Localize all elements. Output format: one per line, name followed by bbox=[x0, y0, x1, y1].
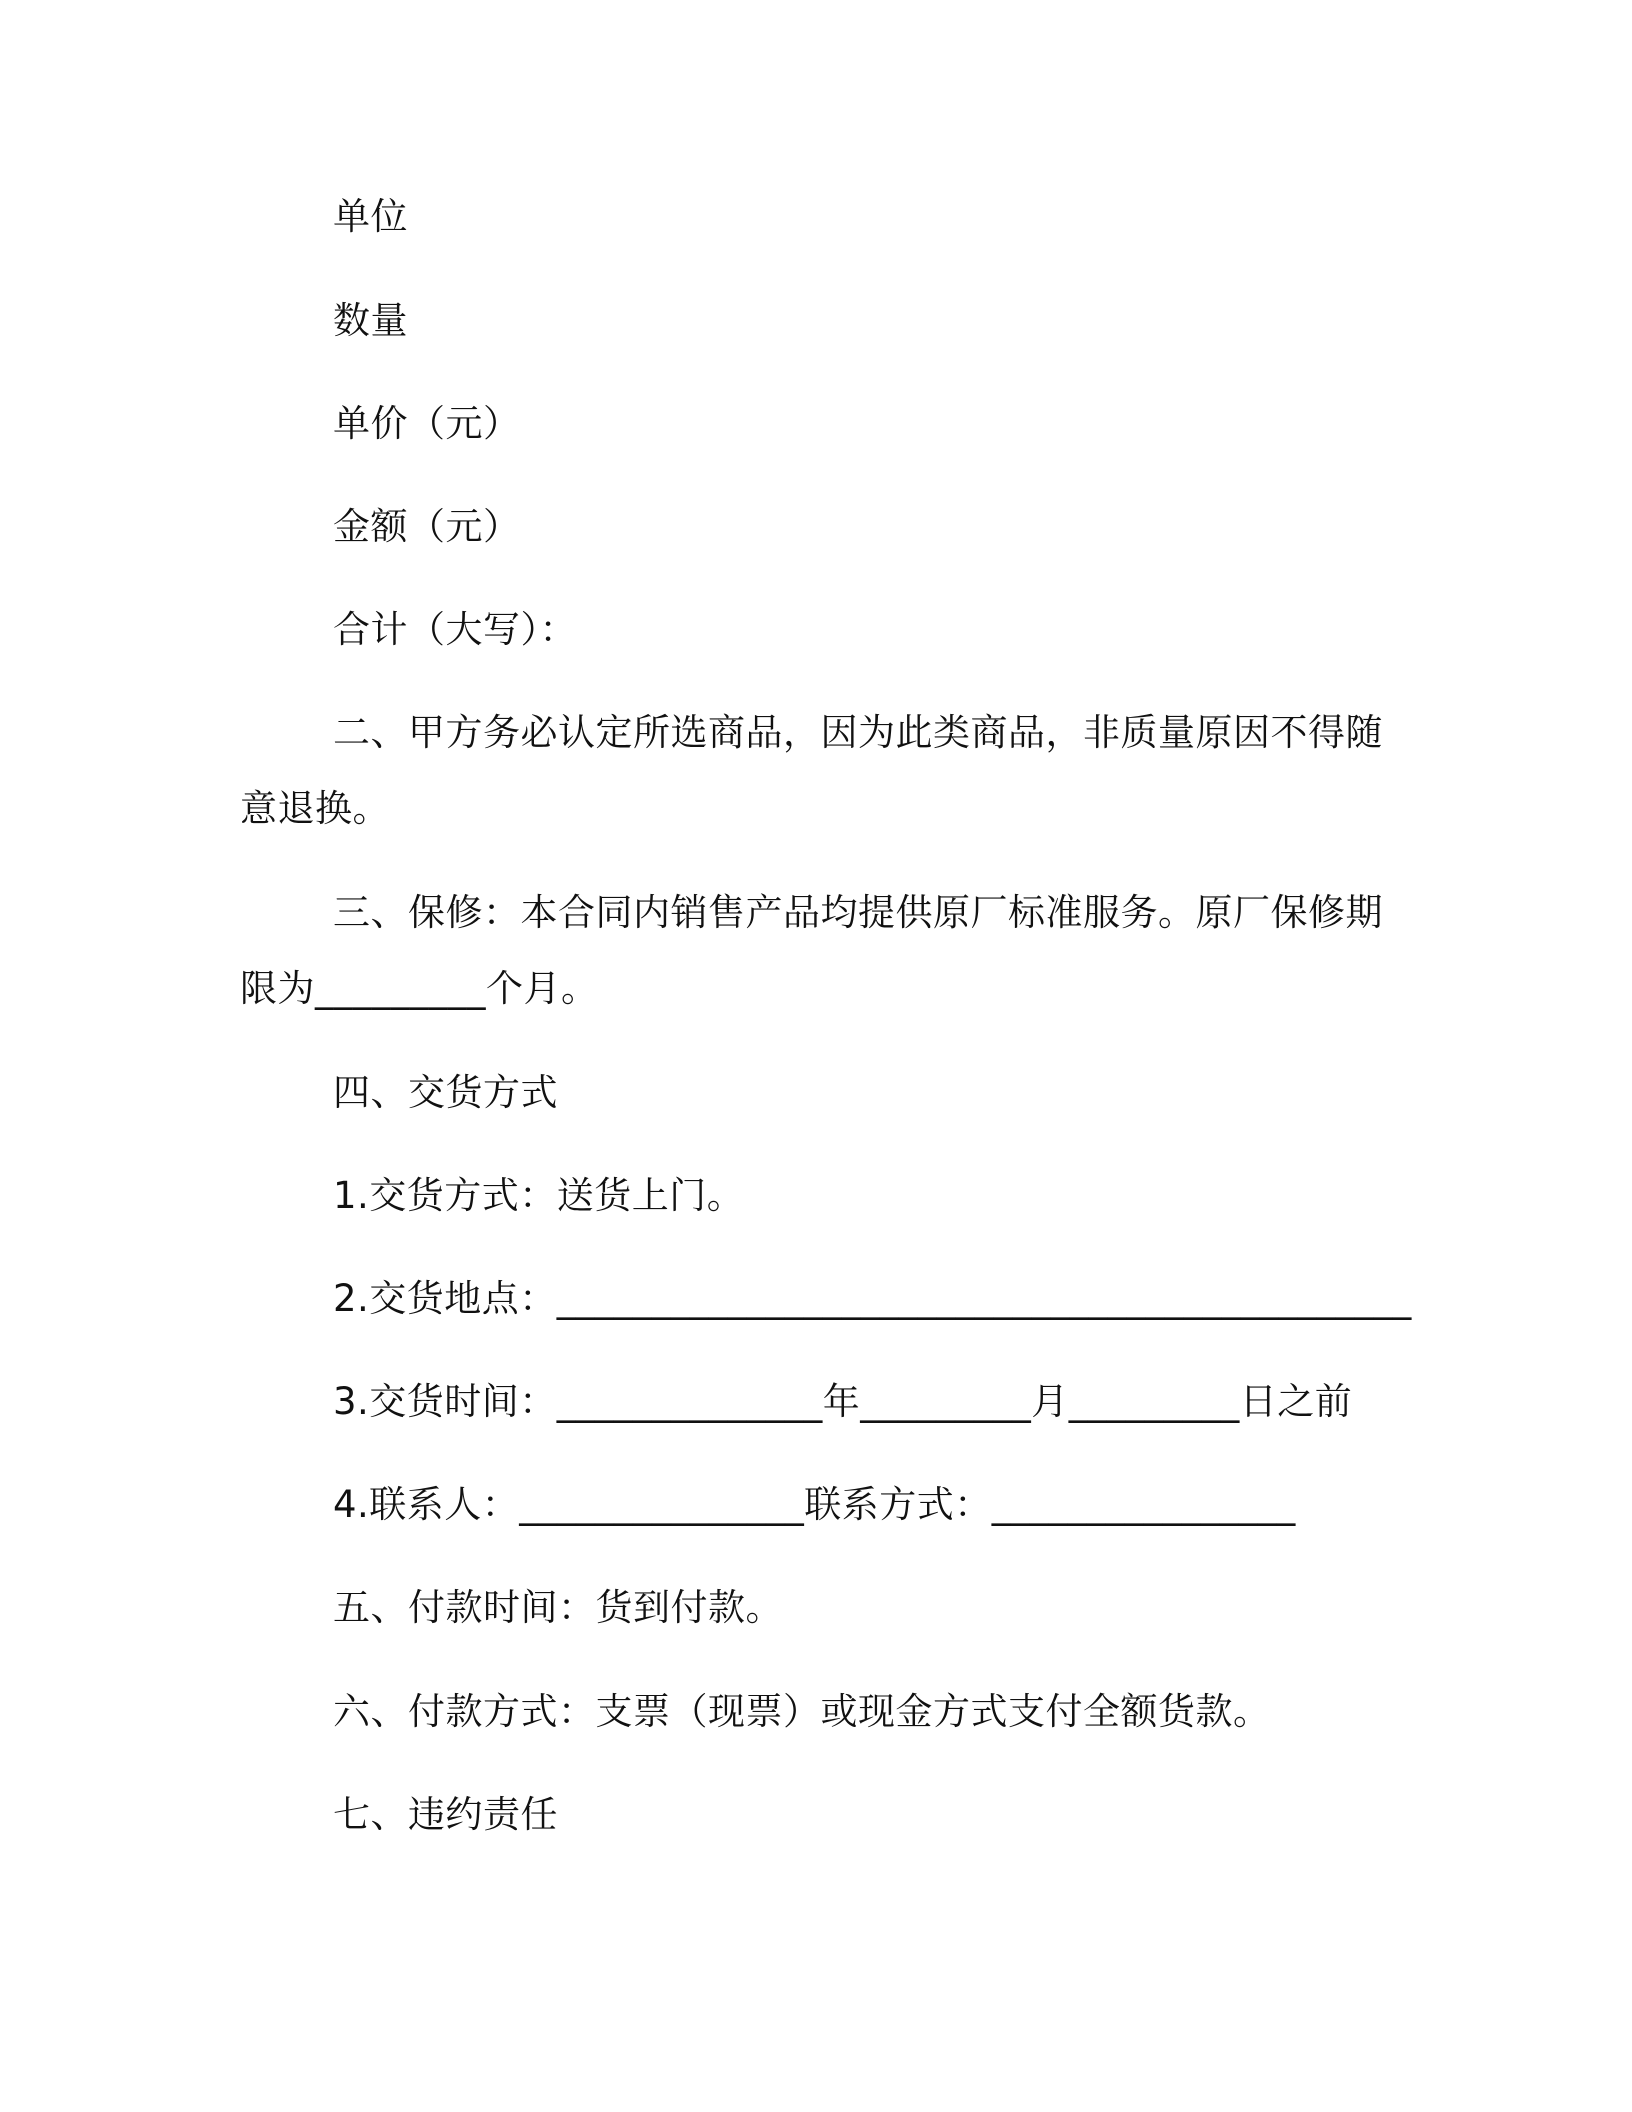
item-amount: 金额（元） bbox=[333, 505, 521, 548]
delivery-location: 2.交货地点：_____________________________________________ bbox=[333, 1277, 1412, 1320]
clause-2-line-1: 二、甲方务必认定所选商品，因为此类商品，非质量原因不得随 bbox=[333, 711, 1383, 754]
delivery-time: 3.交货时间：______________年_________月_________日之前 bbox=[333, 1380, 1353, 1423]
clause-2-line-2: 意退换。 bbox=[240, 787, 390, 830]
item-total-uppercase: 合计（大写）： bbox=[333, 608, 577, 651]
clause-4-heading: 四、交货方式 bbox=[333, 1071, 558, 1114]
delivery-method: 1.交货方式：送货上门。 bbox=[333, 1174, 745, 1217]
clause-3-line-2: 限为_________个月。 bbox=[240, 967, 599, 1010]
clause-3-line-1: 三、保修：本合同内销售产品均提供原厂标准服务。原厂保修期 bbox=[333, 891, 1383, 934]
item-quantity: 数量 bbox=[333, 299, 408, 342]
clause-6-payment-method: 六、付款方式：支票（现票）或现金方式支付全额货款。 bbox=[333, 1690, 1271, 1733]
clause-7-heading: 七、违约责任 bbox=[333, 1793, 558, 1836]
clause-5-payment-time: 五、付款时间：货到付款。 bbox=[333, 1586, 783, 1629]
item-unit: 单位 bbox=[333, 195, 408, 238]
contact-info: 4.联系人：_______________联系方式：________________ bbox=[333, 1483, 1296, 1526]
item-unit-price: 单价（元） bbox=[333, 402, 521, 445]
